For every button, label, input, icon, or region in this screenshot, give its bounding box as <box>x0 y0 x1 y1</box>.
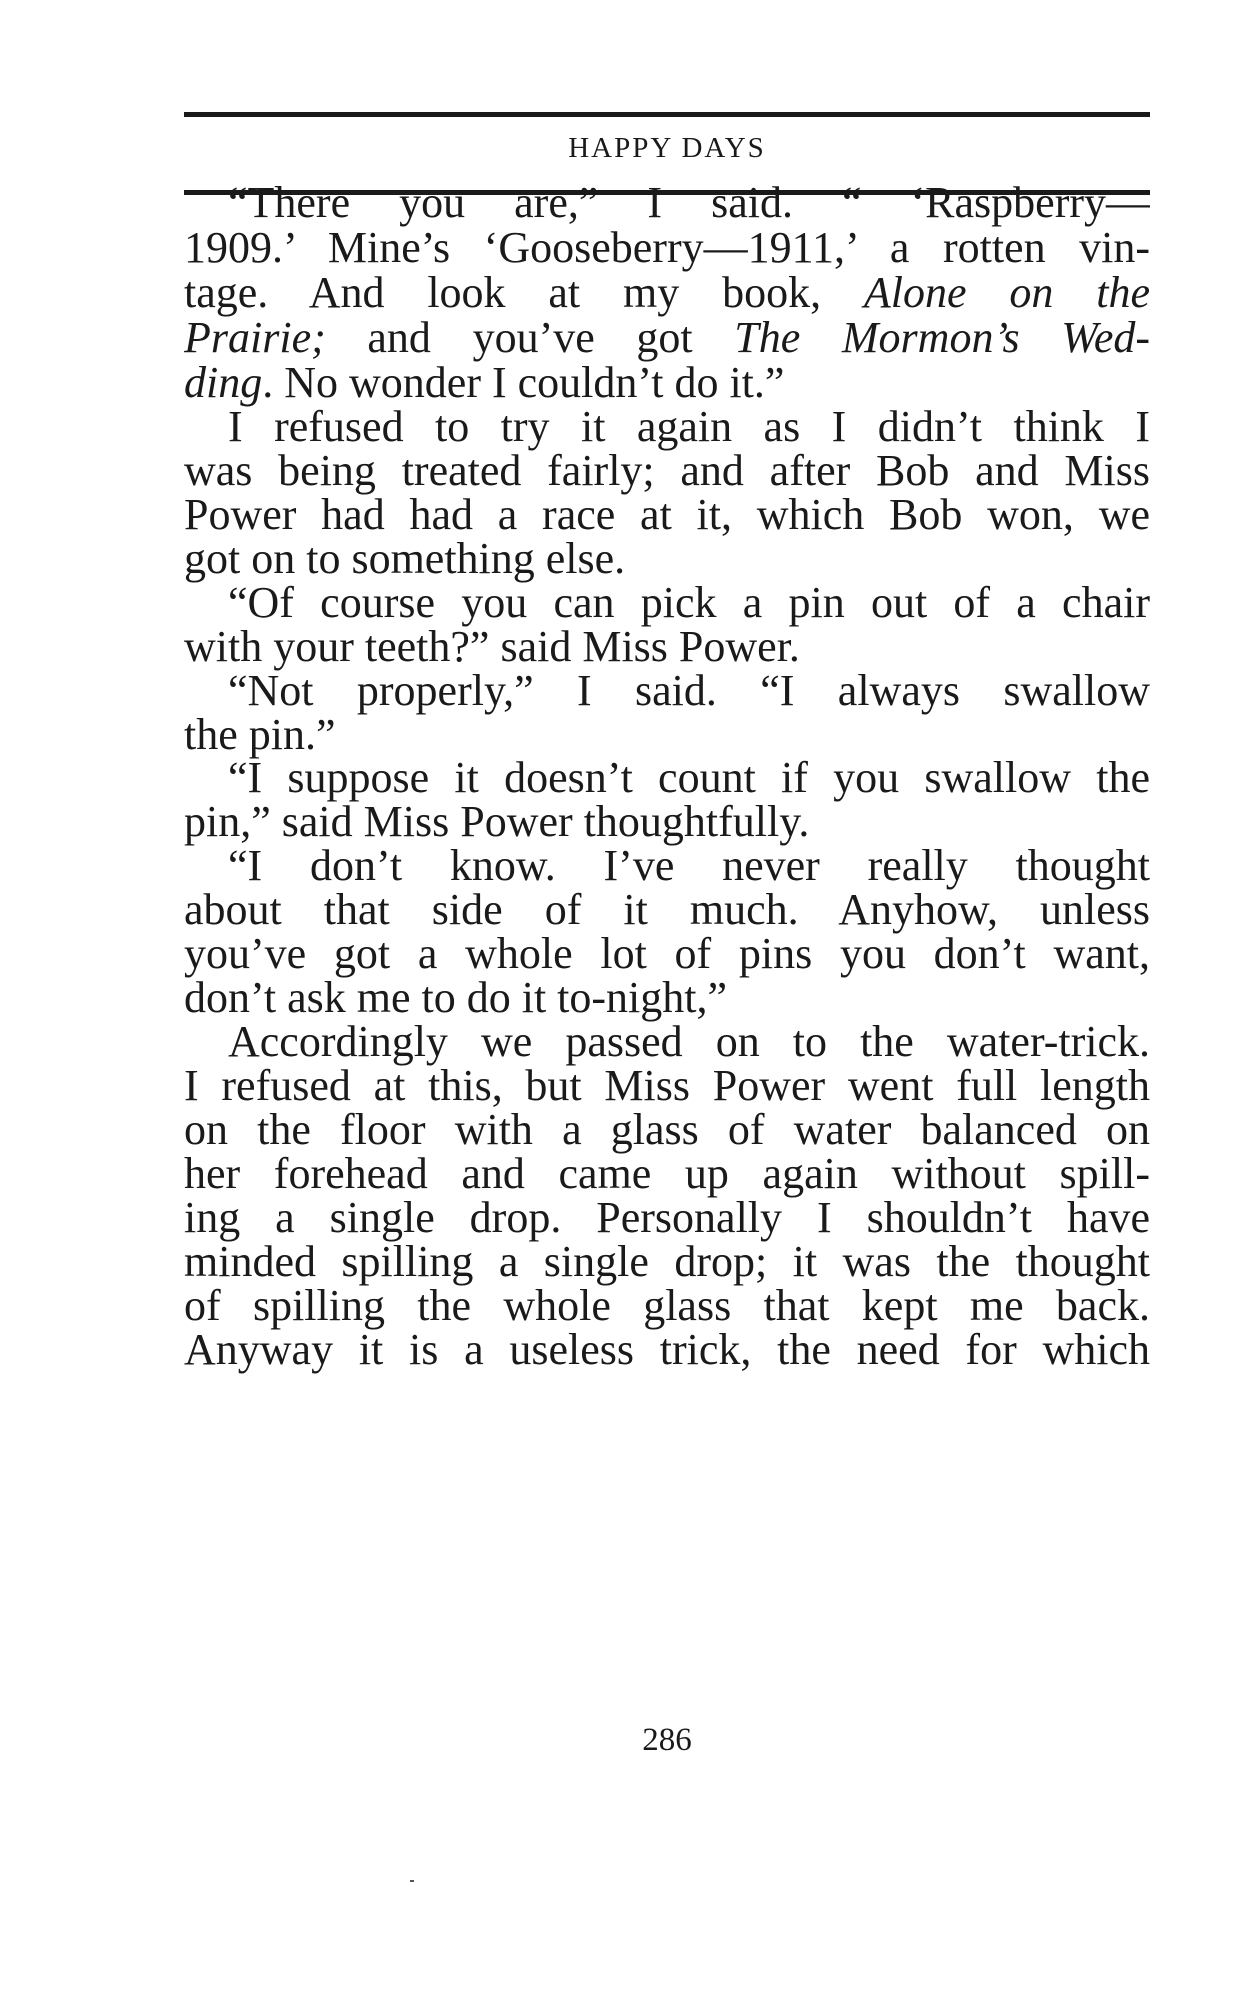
text-line: “Not properly,” I said. “I always swallow <box>228 666 1150 715</box>
text-line: ing a single drop. Personally I shouldn’t have <box>184 1193 1150 1242</box>
text-line: I refused to try it again as I didn’t think I <box>228 402 1150 451</box>
header-rule-top <box>184 112 1150 117</box>
text-line: about that side of it much. Anyhow, unless <box>184 885 1150 934</box>
text-line: minded spilling a single drop; it was the thought <box>184 1237 1150 1286</box>
print-speck <box>410 1880 414 1882</box>
text-line: the pin.” <box>184 710 336 759</box>
text-line: was being treated fairly; and after Bob and Miss <box>184 446 1150 495</box>
text-line: 1909.’ Mine’s ‘Gooseberry—1911,’ a rotten vin- <box>184 223 1150 272</box>
text-line: of spilling the whole glass that kept me back. <box>184 1281 1150 1330</box>
text-line: don’t ask me to do it to-night,” <box>184 973 728 1022</box>
text-line: I refused at this, but Miss Power went full length <box>184 1061 1150 1110</box>
text-line: Prairie; and you’ve got The Mormon’s Wed- <box>184 313 1150 362</box>
text-line: “Of course you can pick a pin out of a chair <box>228 578 1150 627</box>
text-line: Accordingly we passed on to the water-trick. <box>228 1017 1150 1066</box>
text-line: you’ve got a whole lot of pins you don’t want, <box>184 929 1150 978</box>
text-line: on the floor with a glass of water balanced on <box>184 1105 1150 1154</box>
text-line: tage. And look at my book, Alone on the <box>184 268 1150 317</box>
text-line: “I suppose it doesn’t count if you swallow the <box>228 753 1150 802</box>
text-line: Anyway it is a useless trick, the need for which <box>184 1325 1150 1374</box>
page-number: 286 <box>642 1722 692 1758</box>
text-line: “There you are,” I said. “ ‘Raspberry— <box>228 178 1150 227</box>
text-line: got on to something else. <box>184 534 626 583</box>
text-line: Power had had a race at it, which Bob won, we <box>184 490 1150 539</box>
text-line: pin,” said Miss Power thoughtfully. <box>184 797 810 846</box>
running-header: HAPPY DAYS <box>568 132 766 164</box>
text-line: “I don’t know. I’ve never really thought <box>228 841 1150 890</box>
text-line: with your teeth?” said Miss Power. <box>184 622 800 671</box>
text-line: her forehead and came up again without spill- <box>184 1149 1150 1198</box>
text-line: ding. No wonder I couldn’t do it.” <box>184 358 785 407</box>
